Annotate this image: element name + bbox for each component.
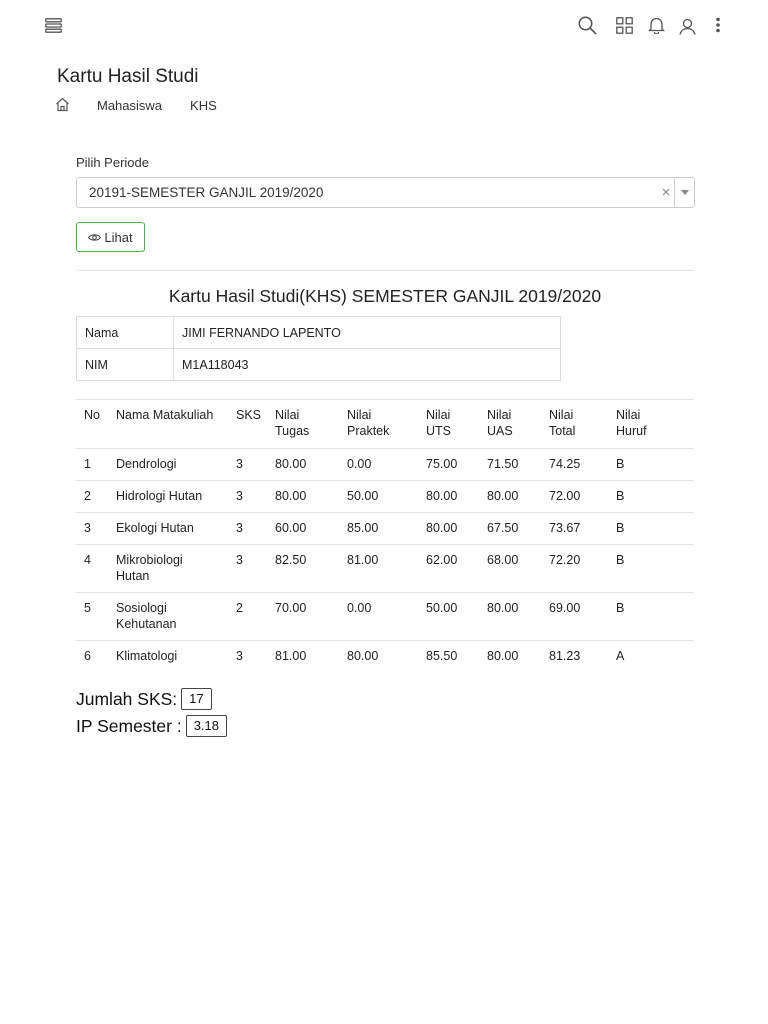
breadcrumb-khs: KHS: [190, 97, 217, 113]
cell-praktek: 0.00: [339, 449, 418, 481]
table-row: [76, 593, 694, 641]
cell-tugas: 81.00: [267, 641, 339, 673]
cell-tugas: 80.00: [267, 449, 339, 481]
cell-praktek: 0.00: [339, 593, 418, 641]
cell-name: [108, 449, 228, 481]
course-name-line: Dendrologi: [116, 457, 177, 471]
cell-uas: 80.00: [479, 481, 541, 513]
info-row: [77, 317, 561, 349]
cell-uts: 80.00: [418, 481, 479, 513]
column-header-text: Huruf: [616, 424, 647, 438]
column-header-text: UTS: [426, 424, 451, 438]
cell-uts: 85.50: [418, 641, 479, 673]
cell-sks: 3: [228, 481, 267, 513]
column-header: [541, 400, 608, 449]
column-header-text: Nilai: [616, 408, 641, 422]
cell-tugas: 82.50: [267, 545, 339, 593]
cell-huruf: B: [608, 593, 694, 641]
cell-uas: 80.00: [479, 641, 541, 673]
breadcrumb-mahasiswa[interactable]: Mahasiswa: [97, 97, 163, 113]
cell-uts: 80.00: [418, 513, 479, 545]
ip-semester-label: IP Semester :: [76, 715, 182, 736]
info-value: M1A118043: [174, 349, 561, 381]
table-row: [76, 545, 694, 593]
column-header-text: No: [84, 408, 100, 422]
cell-no: 1: [76, 449, 108, 481]
ip-semester: [76, 715, 227, 737]
info-label: NIM: [77, 349, 174, 381]
info-value: JIMI FERNANDO LAPENTO: [174, 317, 561, 349]
ip-semester-value: 3.18: [186, 715, 227, 737]
search-icon[interactable]: [577, 15, 597, 35]
column-header: [608, 400, 694, 449]
cell-sks: 3: [228, 545, 267, 593]
info-row: [77, 349, 561, 381]
cell-sks: 3: [228, 513, 267, 545]
cell-huruf: B: [608, 449, 694, 481]
cell-name: [108, 593, 228, 641]
cell-huruf: B: [608, 481, 694, 513]
cell-tugas: 70.00: [267, 593, 339, 641]
cell-uts: 62.00: [418, 545, 479, 593]
lihat-button[interactable]: [76, 222, 145, 252]
column-header-text: Nilai: [347, 408, 372, 422]
info-label: Nama: [77, 317, 174, 349]
column-header: [479, 400, 541, 449]
periode-selected-value: 20191-SEMESTER GANJIL 2019/2020: [89, 185, 324, 200]
table-header-row: [76, 400, 694, 449]
cell-tugas: 80.00: [267, 481, 339, 513]
eye-icon: [88, 230, 101, 245]
column-header: [418, 400, 479, 449]
course-name-line: Ekologi Hutan: [116, 521, 194, 535]
cell-total: 73.67: [541, 513, 608, 545]
bell-icon[interactable]: [647, 15, 665, 34]
periode-label: Pilih Periode: [76, 155, 149, 170]
cell-tugas: 60.00: [267, 513, 339, 545]
table-row: [76, 641, 694, 673]
column-header-text: UAS: [487, 424, 513, 438]
cell-sks: 3: [228, 641, 267, 673]
cell-huruf: B: [608, 545, 694, 593]
cell-praktek: 80.00: [339, 641, 418, 673]
column-header-text: Nama Matakuliah: [116, 408, 214, 422]
page-title: Kartu Hasil Studi: [57, 66, 199, 87]
column-header: [108, 400, 228, 449]
cell-no: 5: [76, 593, 108, 641]
column-header: [228, 400, 267, 449]
cell-uas: 68.00: [479, 545, 541, 593]
clear-icon[interactable]: ×: [661, 184, 671, 201]
user-icon[interactable]: [678, 17, 696, 35]
cell-no: 2: [76, 481, 108, 513]
lihat-button-label: Lihat: [104, 229, 133, 245]
cell-praktek: 85.00: [339, 513, 418, 545]
khs-title: Kartu Hasil Studi(KHS) SEMESTER GANJIL 2019/2020: [168, 286, 602, 306]
table-row: [76, 513, 694, 545]
jumlah-sks: [76, 688, 212, 710]
course-name-line: Hidrologi Hutan: [116, 489, 203, 503]
cell-uts: 50.00: [418, 593, 479, 641]
column-header-text: Total: [549, 424, 576, 438]
column-header: [339, 400, 418, 449]
cell-uas: 80.00: [479, 593, 541, 641]
cell-name: [108, 545, 228, 593]
cell-total: 69.00: [541, 593, 608, 641]
course-name-line: Kehutanan: [116, 617, 177, 631]
cell-total: 81.23: [541, 641, 608, 673]
top-bar: [0, 0, 768, 50]
column-header-text: Nilai: [275, 408, 300, 422]
home-icon[interactable]: [55, 97, 71, 113]
jumlah-sks-label: Jumlah SKS:: [76, 688, 178, 709]
cell-uas: 67.50: [479, 513, 541, 545]
cell-sks: 2: [228, 593, 267, 641]
course-name-line: Mikrobiologi: [116, 553, 183, 567]
column-header-text: Nilai: [487, 408, 512, 422]
cell-huruf: B: [608, 513, 694, 545]
grades-table: [76, 399, 694, 673]
cell-no: 3: [76, 513, 108, 545]
divider: [76, 270, 694, 271]
cell-uts: 75.00: [418, 449, 479, 481]
table-row: [76, 449, 694, 481]
more-vertical-icon[interactable]: [713, 16, 723, 34]
cell-uas: 71.50: [479, 449, 541, 481]
table-row: [76, 481, 694, 513]
column-header: [267, 400, 339, 449]
cell-no: 6: [76, 641, 108, 673]
course-name-line: Hutan: [116, 569, 150, 583]
menu-icon[interactable]: [44, 16, 62, 34]
apps-grid-icon[interactable]: [615, 16, 633, 34]
cell-name: [108, 481, 228, 513]
column-header-text: SKS: [236, 408, 262, 422]
cell-sks: 3: [228, 449, 267, 481]
course-name-line: Sosiologi: [116, 601, 167, 615]
column-header-text: Tugas: [275, 424, 310, 438]
cell-huruf: A: [608, 641, 694, 673]
column-header-text: Nilai: [426, 408, 451, 422]
cell-praktek: 81.00: [339, 545, 418, 593]
caret-down-icon[interactable]: [675, 178, 694, 207]
cell-total: 72.00: [541, 481, 608, 513]
cell-total: 74.25: [541, 449, 608, 481]
course-name-line: Klimatologi: [116, 649, 178, 663]
column-header-text: Praktek: [347, 424, 390, 438]
column-header-text: Nilai: [549, 408, 574, 422]
cell-no: 4: [76, 545, 108, 593]
student-info-table: [76, 316, 561, 381]
cell-praktek: 50.00: [339, 481, 418, 513]
jumlah-sks-value: 17: [181, 688, 211, 710]
cell-name: [108, 513, 228, 545]
cell-name: [108, 641, 228, 673]
breadcrumb: [55, 96, 245, 114]
column-header: [76, 400, 108, 449]
cell-total: 72.20: [541, 545, 608, 593]
periode-select[interactable]: [76, 177, 695, 208]
